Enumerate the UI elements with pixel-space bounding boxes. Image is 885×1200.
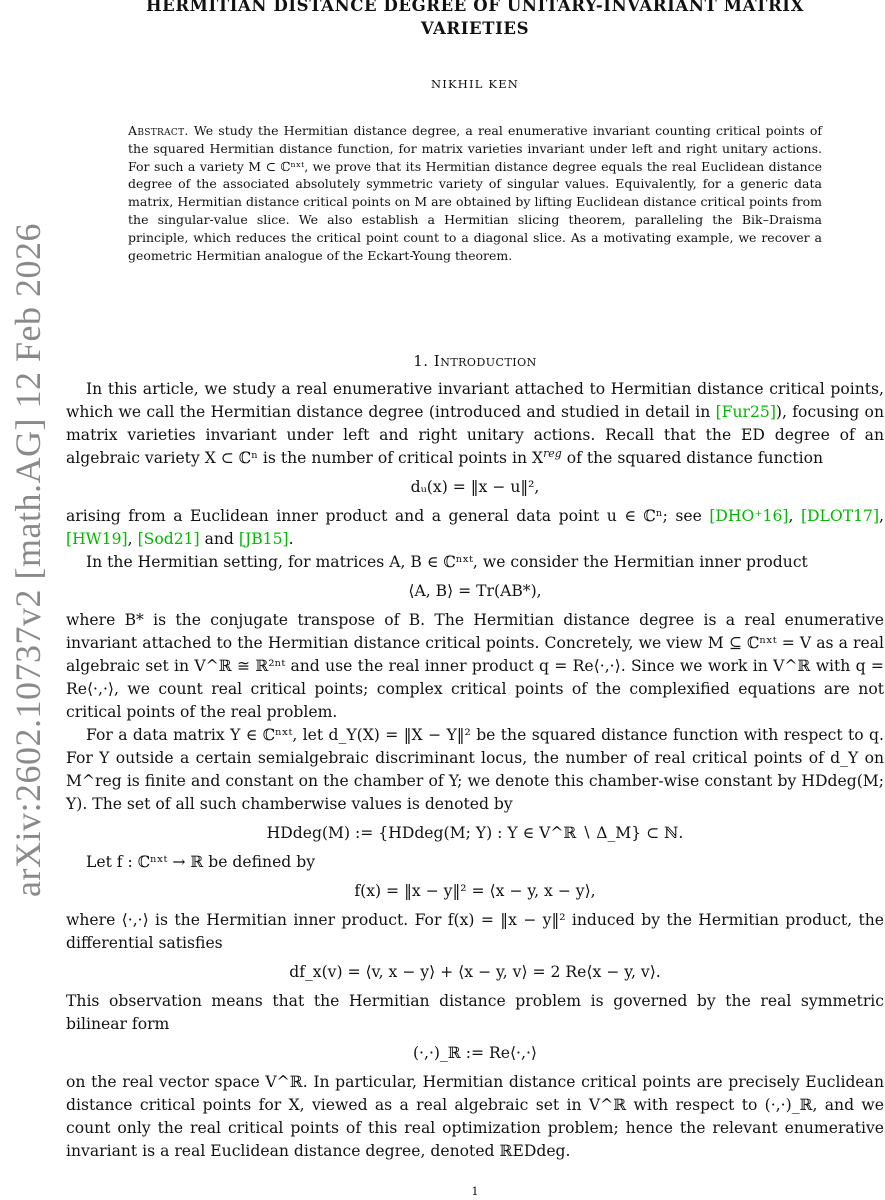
page-number: 1 xyxy=(471,1185,479,1198)
paragraph-6: Let f : ℂⁿˣᵗ → ℝ be defined by xyxy=(86,853,316,871)
abstract-text: We study the Hermitian distance degree, a real enumerative invariant counting critical points of the squared Hermitian distance function, for matrix varieties invariant under left and right unitary actions. For such a variety M ⊂ ℂⁿˣᵗ, we prove that its Hermitian distance degree equals the real Euclidean distance degree of the associated absolutely symmetric variety of singular values. Equivalently, for a generic data matrix, Hermitian distance critical points on M are obtained by lifting Euclidean distance critical points from the singular-value slice. We also establish a Hermitian slicing theorem, paralleling the Bik–Draisma principle, which reduces the critical point count to a diagonal slice. As a motivating example, we recover a geometric Hermitian analogue of the Eckart-Young theorem. xyxy=(128,123,823,263)
title-line-2: VARIETIES xyxy=(420,19,530,38)
equation-1: dᵤ(x) = ‖x − u‖², xyxy=(410,478,540,496)
p1-text-c: of the squared distance function xyxy=(561,449,824,467)
paragraph-8: This observation means that the Hermitian distance problem is governed by the real symmetric bilinear form xyxy=(66,992,884,1033)
equation-5: df_x(v) = ⟨v, x − y⟩ + ⟨x − y, v⟩ = 2 Re⟨x − y, v⟩. xyxy=(289,963,661,981)
citation-hw19[interactable]: [HW19] xyxy=(66,530,128,548)
equation-6: (·,·)_ℝ := Re⟨·,·⟩ xyxy=(412,1044,538,1062)
paragraph-7: where ⟨·,·⟩ is the Hermitian inner product. For f(x) = ‖x − y‖² induced by the Hermitian product, the differential satisfies xyxy=(66,911,884,952)
paragraph-3: In the Hermitian setting, for matrices A, B ∈ ℂⁿˣᵗ, we consider the Hermitian inner product xyxy=(86,553,808,571)
citation-dlot17[interactable]: [DLOT17] xyxy=(800,507,880,525)
paper-title xyxy=(66,0,884,40)
section-heading: 1. Introduction xyxy=(413,352,537,370)
equation-4: f(x) = ‖x − y‖² = ⟨x − y, x − y⟩, xyxy=(354,882,596,900)
citation-sod21[interactable]: [Sod21] xyxy=(137,530,200,548)
citation-jb15[interactable]: [JB15] xyxy=(238,530,289,548)
paragraph-9: on the real vector space V^ℝ. In particular, Hermitian distance critical points are precisely Euclidean distance critical points for X, viewed as a real algebraic set in V^ℝ with respect to (·,·)_ℝ, and we count only the real critical points of this real optimization problem; hence the relevant enumerative invariant is a real Euclidean distance degree, denoted ℝEDdeg. xyxy=(66,1073,884,1160)
p2-text: arising from a Euclidean inner product and a general data point u ∈ ℂⁿ; see xyxy=(66,507,710,525)
abstract xyxy=(128,122,822,264)
paragraph-2: arising from a Euclidean inner product and a general data point u ∈ ℂⁿ; see [DHO⁺16], [DLOT17], [HW19], [Sod21] and [JB15]. xyxy=(66,507,884,548)
title-line-1: HERMITIAN DISTANCE DEGREE OF UNITARY-INVARIANT MATRIX xyxy=(145,0,805,15)
citation-dho16[interactable]: [DHO⁺16] xyxy=(709,507,789,525)
p1-text-b: ), focusing on matrix varieties invariant under left and right unitary actions. Recall that the ED degree of an algebraic variety X ⊂ ℂⁿ is the number of critical points in X xyxy=(66,403,884,467)
arxiv-identifier: arXiv:2602.10737v2 [math.AG] 12 Feb 2026 xyxy=(7,223,48,897)
equation-2: ⟨A, B⟩ = Tr(AB*), xyxy=(408,582,542,600)
author-name: NIKHIL KEN xyxy=(430,77,520,91)
paragraph-4: where B* is the conjugate transpose of B. The Hermitian distance degree is a real enumerative invariant attached to the Hermitian distance critical points. Concretely, we view M ⊆ ℂⁿˣᵗ = V as a real algebraic set in V^ℝ ≅ ℝ²ⁿᵗ and use the real inner product q = Re⟨·,·⟩. Since we work in V^ℝ with q = Re⟨·,·⟩, we count real critical points; complex critical points of the complexified equations are not critical points of the real problem. xyxy=(66,611,884,721)
paragraph-5: For a data matrix Y ∈ ℂⁿˣᵗ, let d_Y(X) = ‖X − Y‖² be the squared distance function with respect to q. For Y outside a certain semialgebraic discriminant locus, the number of real critical points of d_Y on M^reg is finite and constant on the chamber of Y; we denote this chamber-wise constant by HDdeg(M; Y). The set of all such chamberwise values is denoted by xyxy=(66,726,884,813)
arxiv-sidebar xyxy=(0,200,55,920)
equation-3: HDdeg(M) := {HDdeg(M; Y) : Y ∈ V^ℝ ∖ Δ_M} ⊂ ℕ. xyxy=(266,824,684,842)
body-text xyxy=(66,378,884,1163)
citation-fur25[interactable]: [Fur25] xyxy=(715,403,776,421)
p1-text-a: In this article, we study a real enumerative invariant attached to Hermitian distance critical points, which we call the Hermitian distance degree (introduced and studied in detail in xyxy=(66,380,884,421)
paragraph-1: In this article, we study a real enumerative invariant attached to Hermitian distance critical points, which we call the Hermitian distance degree (introduced and studied in detail in [Fur25]), focusing on matrix varieties invariant under left and right unitary actions. Recall that the ED degree of an algebraic variety X ⊂ ℂⁿ is the number of critical points in $X^{reg}$ of the squared distance function xyxy=(66,380,884,467)
abstract-label: Abstract. xyxy=(128,123,189,138)
